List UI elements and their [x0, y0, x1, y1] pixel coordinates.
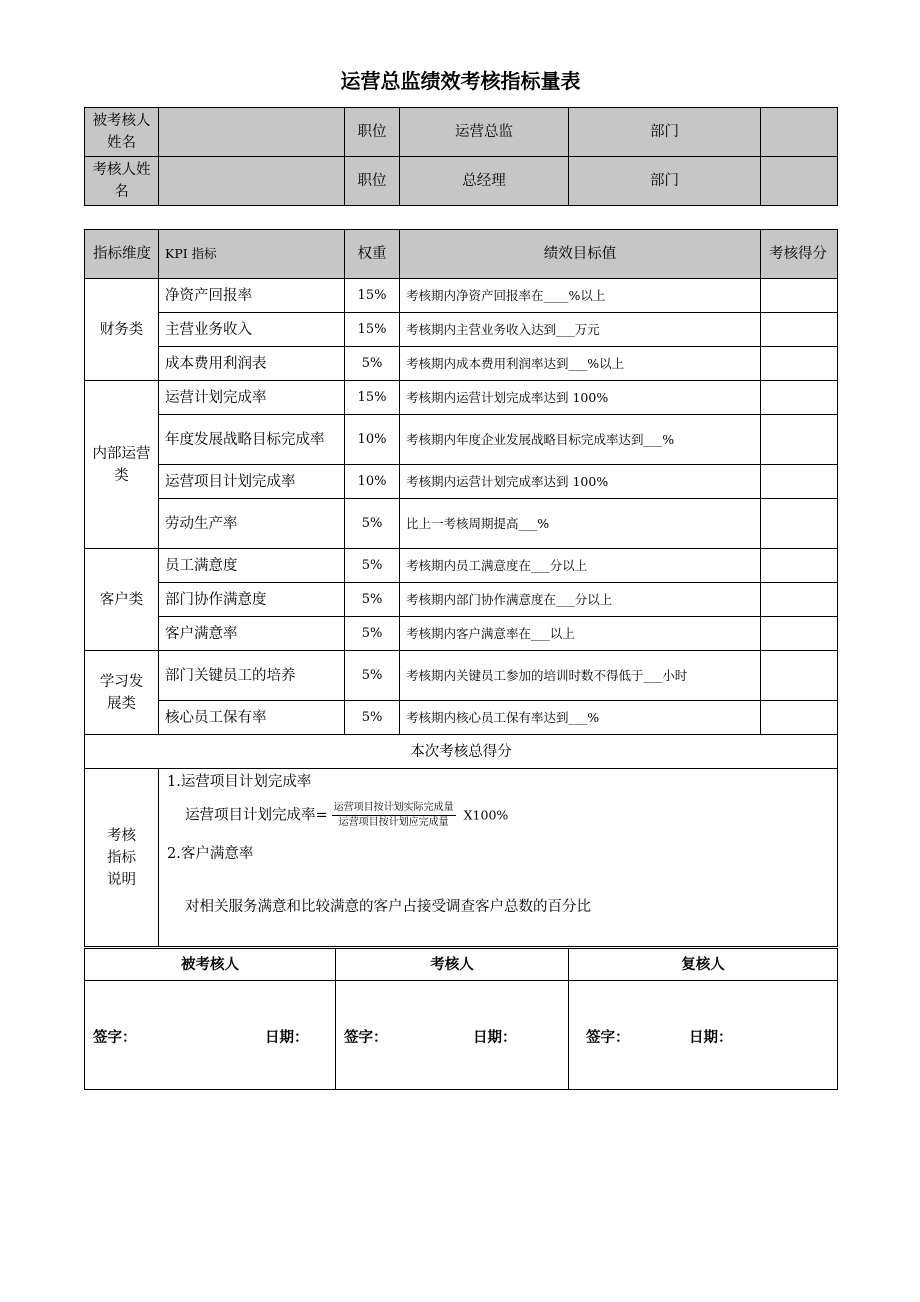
kpi-weight: 15% — [345, 279, 400, 313]
sign-label: 签字： — [344, 1030, 388, 1046]
kpi-weight: 5% — [345, 499, 400, 549]
header-row-appraisee — [85, 108, 838, 157]
signature-table — [84, 948, 838, 1090]
signature-col-appraisee: 被考核人 — [85, 949, 336, 981]
kpi-weight: 5% — [345, 549, 400, 583]
signature-cell-appraiser[interactable] — [336, 981, 569, 1090]
sign-label: 签字： — [93, 1030, 137, 1046]
formula-right: X100% — [463, 807, 509, 823]
col-score: 考核得分 — [761, 230, 838, 279]
col-kpi: KPI 指标 — [159, 230, 345, 279]
appraiser-name-field[interactable] — [159, 157, 345, 206]
note-item1-title: 1.运营项目计划完成率 — [167, 774, 312, 790]
table-row — [85, 279, 838, 313]
date-label: 日期： — [473, 1030, 517, 1046]
col-weight: 权重 — [345, 230, 400, 279]
total-score-label: 本次考核总得分 — [85, 735, 838, 769]
kpi-name: 年度发展战略目标完成率 — [159, 415, 345, 465]
table-row — [85, 617, 838, 651]
appraisee-dept-field[interactable] — [761, 108, 838, 157]
header-row-appraiser — [85, 157, 838, 206]
kpi-name: 主营业务收入 — [159, 313, 345, 347]
kpi-score-cell[interactable] — [761, 381, 838, 415]
kpi-header-row — [85, 230, 838, 279]
kpi-target: 考核期内客户满意率在___以上 — [400, 617, 761, 651]
kpi-name: 净资产回报率 — [159, 279, 345, 313]
appraiser-dept-label: 部门 — [569, 157, 761, 206]
signature-cell-appraisee[interactable] — [85, 981, 336, 1090]
kpi-weight: 10% — [345, 465, 400, 499]
total-score-row — [85, 735, 838, 769]
kpi-name: 核心员工保有率 — [159, 701, 345, 735]
kpi-weight: 5% — [345, 583, 400, 617]
header-table — [84, 107, 838, 206]
kpi-score-cell[interactable] — [761, 415, 838, 465]
kpi-name: 部门协作满意度 — [159, 583, 345, 617]
table-row — [85, 381, 838, 415]
appraiser-position-value: 总经理 — [400, 157, 569, 206]
table-row — [85, 347, 838, 381]
kpi-score-cell[interactable] — [761, 499, 838, 549]
date-label: 日期： — [265, 1030, 309, 1046]
kpi-name: 运营计划完成率 — [159, 381, 345, 415]
kpi-target: 考核期内运营计划完成率达到 100% — [400, 381, 761, 415]
kpi-target: 比上一考核周期提高___% — [400, 499, 761, 549]
dimension-customer: 客户类 — [85, 549, 159, 651]
kpi-table — [84, 229, 838, 947]
kpi-target: 考核期内年度企业发展战略目标完成率达到___% — [400, 415, 761, 465]
appraisee-position-value: 运营总监 — [400, 108, 569, 157]
table-row — [85, 499, 838, 549]
dimension-internal-ops: 内部运营类 — [85, 381, 159, 549]
kpi-target: 考核期内员工满意度在___分以上 — [400, 549, 761, 583]
formula-left: 运营项目计划完成率= — [185, 807, 328, 824]
signature-col-appraiser: 考核人 — [336, 949, 569, 981]
col-target: 绩效目标值 — [400, 230, 761, 279]
note-item2-desc: 对相关服务满意和比较满意的客户占接受调查客户总数的百分比 — [185, 899, 591, 915]
appraisee-name-label: 被考核人姓名 — [85, 108, 159, 157]
kpi-score-cell[interactable] — [761, 549, 838, 583]
table-row — [85, 651, 838, 701]
signature-cell-reviewer[interactable] — [569, 981, 838, 1090]
kpi-score-cell[interactable] — [761, 617, 838, 651]
kpi-name: 客户满意率 — [159, 617, 345, 651]
formula-denominator: 运营项目按计划应完成量 — [338, 817, 449, 828]
kpi-target: 考核期内净资产回报率在____%以上 — [400, 279, 761, 313]
kpi-target: 考核期内成本费用利润率达到___%以上 — [400, 347, 761, 381]
formula-numerator: 运营项目按计划实际完成量 — [332, 801, 456, 816]
notes-label: 考核指标说明 — [85, 769, 159, 947]
kpi-score-cell[interactable] — [761, 347, 838, 381]
kpi-score-cell[interactable] — [761, 465, 838, 499]
dimension-learning: 学习发展类 — [85, 651, 159, 735]
kpi-name: 成本费用利润表 — [159, 347, 345, 381]
table-row — [85, 313, 838, 347]
table-row — [85, 415, 838, 465]
formula-fraction — [332, 801, 456, 830]
notes-content — [159, 769, 838, 947]
table-row — [85, 701, 838, 735]
kpi-score-cell[interactable] — [761, 651, 838, 701]
kpi-name: 部门关键员工的培养 — [159, 651, 345, 701]
note-formula — [185, 801, 508, 830]
table-row — [85, 465, 838, 499]
table-row — [85, 549, 838, 583]
kpi-score-cell[interactable] — [761, 701, 838, 735]
kpi-weight: 5% — [345, 617, 400, 651]
kpi-weight: 15% — [345, 313, 400, 347]
appraiser-dept-field[interactable] — [761, 157, 838, 206]
kpi-name: 劳动生产率 — [159, 499, 345, 549]
document-title: 运营总监绩效考核指标量表 — [340, 69, 581, 93]
appraiser-position-label: 职位 — [345, 157, 400, 206]
kpi-name: 员工满意度 — [159, 549, 345, 583]
kpi-target: 考核期内核心员工保有率达到___% — [400, 701, 761, 735]
dimension-finance: 财务类 — [85, 279, 159, 381]
sign-label: 签字： — [586, 1030, 630, 1046]
kpi-weight: 5% — [345, 701, 400, 735]
kpi-score-cell[interactable] — [761, 313, 838, 347]
appraisee-position-label: 职位 — [345, 108, 400, 157]
kpi-target: 考核期内主营业务收入达到___万元 — [400, 313, 761, 347]
kpi-target: 考核期内关键员工参加的培训时数不得低于___小时 — [400, 651, 761, 701]
kpi-weight: 5% — [345, 651, 400, 701]
note-item2-title: 2.客户满意率 — [167, 846, 254, 862]
kpi-weight: 15% — [345, 381, 400, 415]
table-row — [85, 583, 838, 617]
kpi-weight: 5% — [345, 347, 400, 381]
kpi-weight: 10% — [345, 415, 400, 465]
appraisee-dept-label: 部门 — [569, 108, 761, 157]
signature-col-reviewer: 复核人 — [569, 949, 838, 981]
kpi-score-cell[interactable] — [761, 279, 838, 313]
col-dimension: 指标维度 — [85, 230, 159, 279]
kpi-target: 考核期内部门协作满意度在___分以上 — [400, 583, 761, 617]
signature-header-row — [85, 949, 838, 981]
date-label: 日期： — [689, 1030, 733, 1046]
signature-row — [85, 981, 838, 1090]
kpi-score-cell[interactable] — [761, 583, 838, 617]
kpi-name: 运营项目计划完成率 — [159, 465, 345, 499]
notes-row — [85, 769, 838, 947]
kpi-target: 考核期内运营计划完成率达到 100% — [400, 465, 761, 499]
appraisee-name-field[interactable] — [159, 108, 345, 157]
appraiser-name-label: 考核人姓名 — [85, 157, 159, 206]
